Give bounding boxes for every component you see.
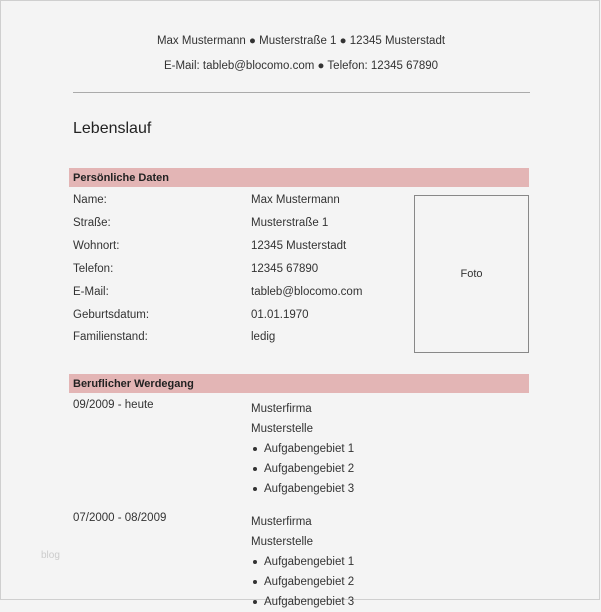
photo-label: Foto <box>460 268 483 280</box>
field-value: 01.01.1970 <box>251 308 309 321</box>
task-list <box>251 439 354 499</box>
task-item: Aufgabengebiet 1 <box>251 439 354 459</box>
field-value: Max Mustermann <box>251 194 340 206</box>
field-label: Name: <box>73 194 107 206</box>
task-item: Aufgabengebiet 2 <box>251 459 354 479</box>
entry-date: 09/2009 - heute <box>73 399 154 411</box>
personal-row <box>73 286 413 306</box>
section-heading-career: Beruflicher Werdegang <box>69 374 529 393</box>
field-value: tableb@blocomo.com <box>251 285 363 298</box>
personal-row <box>73 240 413 260</box>
field-label: Geburtsdatum: <box>73 308 150 321</box>
field-label: Familienstand: <box>73 331 148 344</box>
task-item: Aufgabengebiet 2 <box>251 572 354 592</box>
field-value: 12345 67890 <box>251 262 319 275</box>
task-list <box>251 552 354 612</box>
entry-date: 07/2000 - 08/2009 <box>73 512 167 524</box>
watermark: blog <box>41 550 60 561</box>
personal-row <box>73 309 413 329</box>
personal-row <box>73 217 413 237</box>
field-value: Musterstraße 1 <box>251 216 329 229</box>
task-item: Aufgabengebiet 3 <box>251 479 354 499</box>
personal-row <box>73 331 413 351</box>
field-label: Straße: <box>73 216 111 229</box>
field-label: E-Mail: <box>73 285 109 298</box>
personal-row <box>73 263 413 283</box>
photo-placeholder <box>414 195 529 353</box>
field-label: Telefon: <box>73 262 114 275</box>
task-item: Aufgabengebiet 3 <box>251 592 354 612</box>
divider <box>73 92 530 93</box>
personal-row <box>73 194 413 214</box>
section-heading-personal: Persönliche Daten <box>69 168 529 187</box>
header-contact-line: Max Mustermann ● Musterstraße 1 ● 12345 Musterstadt <box>156 35 446 47</box>
entry-position: Musterstelle <box>251 536 313 548</box>
header-email-line: E-Mail: tableb@blocomo.com ● Telefon: 12345 67890 <box>163 60 439 72</box>
field-value: ledig <box>251 331 276 344</box>
entry-company: Musterfirma <box>251 403 312 415</box>
entry-position: Musterstelle <box>251 423 313 435</box>
task-item: Aufgabengebiet 1 <box>251 552 354 572</box>
field-value: 12345 Musterstadt <box>251 239 347 252</box>
field-label: Wohnort: <box>73 239 120 252</box>
entry-company: Musterfirma <box>251 516 312 528</box>
page-title: Lebenslauf <box>73 120 152 137</box>
